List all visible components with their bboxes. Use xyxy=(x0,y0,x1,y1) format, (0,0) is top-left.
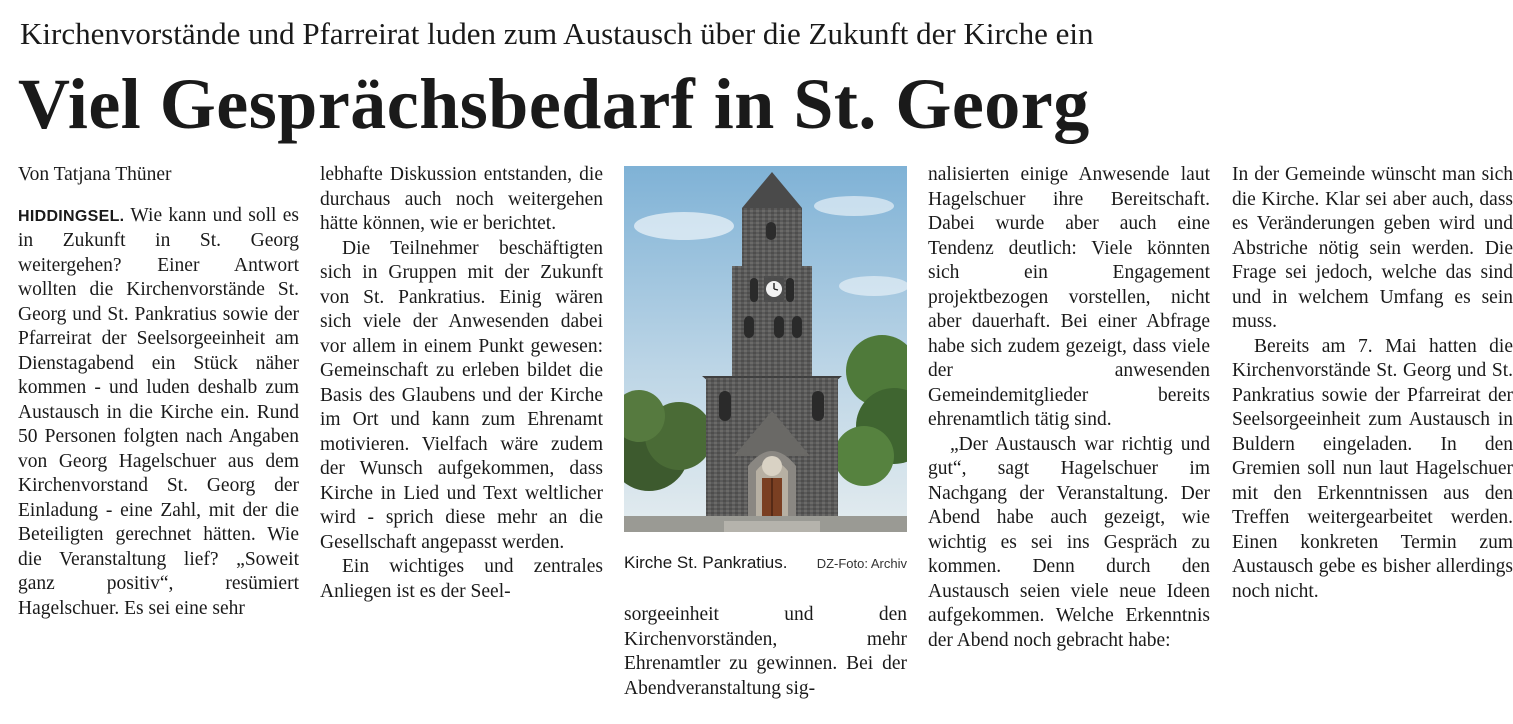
column-1 xyxy=(18,163,299,621)
headline: Viel Gesprächsbedarf in St. Georg xyxy=(18,64,1090,144)
column-5 xyxy=(1232,163,1513,604)
paragraph-text: Wie kann und soll es in Zukunft in St. Georg weitergehen? Einer Antwort wollten die Kirchenvorstände St. Georg und St. Pankratius sowie der Pfarreirat der Seelsorgeeinheit am Dienstagabend ein Stück näher kommen - und luden deshalb zum Austausch in die Kirche ein. Rund 50 Personen folgten nach Angaben von Georg Hagelschuer aus dem Kirchenvorstand St. Georg der Einladung - eine Zahl, mit der die Beteiligten gerechnet hätten. Wie die Veranstaltung lief? „Soweit ganz positiv“, resümiert Hagelschuer. Es sei eine sehr xyxy=(18,204,299,619)
caption-text: Kirche St. Pankratius. xyxy=(624,553,788,572)
church-photo xyxy=(624,166,907,532)
byline: Von Tatjana Thüner xyxy=(18,164,172,185)
paragraph: „Der Austausch war richtig und gut“, sagt Hagelschuer im Nachgang der Veranstaltung. Der Abend habe auch gezeigt, wie wichtig es sei ins Gespräch zu kommen. Denn durch den Austausch seien viele neue Ideen aufgekommen. Welche Erkenntnis der Abend noch gebracht habe: xyxy=(928,433,1210,651)
paragraph: Die Teilnehmer beschäftigten sich in Gruppen mit der Zukunft von St. Pankratius. Einig wären sich viele der Anwesenden dabei vor allem in einem Punkt gewesen: Gemeinschaft zu erleben bildet die Basis des Glaubens und der Kirche im Ort und kann zum Ehrenamt motivieren. Vielfach wäre zudem der Wunsch aufgekommen, dass Kirche in Lied und Text weltlicher wird - sprich diese mehr an die Gesellschaft angepasst werden. xyxy=(320,237,603,553)
dateline: HIDDINGSEL. xyxy=(18,207,125,225)
paragraph: sorgeeinheit und den Kirchenvorständen, mehr Ehrenamtler zu gewinnen. Bei der Abendveranstaltung sig- xyxy=(624,604,907,699)
column-2 xyxy=(320,163,603,604)
paragraph: nalisierten einige Anwesende laut Hagelschuer ihre Bereitschaft. Dabei wurde aber auch eine Tendenz deutlich: Viele könnten sich ein Engagement projektbezogen vorstellen, nicht aber dauerhaft. Bei einer Abfrage habe sich zudem gezeigt, dass viele der anwesenden Gemeindemitglieder bereits ehrenamtlich tätig sind. xyxy=(928,164,1210,430)
paragraph: Bereits am 7. Mai hatten die Kirchenvorstände St. Georg und St. Pankratius sowie der Pfarreirat der Seelsorgeeinheit zum Austausch in Buldern eingeladen. In den Gremien soll nun laut Hagelschuer mit den Erkenntnissen aus den Treffen weitergearbeitet werden. Einen konkreten Termin zum Austausch gebe es bisher allerdings noch nicht. xyxy=(1232,335,1513,602)
clock-icon xyxy=(764,276,784,302)
column-3 xyxy=(624,603,907,701)
photo-caption xyxy=(624,552,907,574)
paragraph: In der Gemeinde wünscht man sich die Kirche. Klar sei aber auch, dass es Veränderungen geben wird und Abstriche nötig sein werden. Die Frage sei jedoch, welche das sind und in welchem Umfang es sein muss. xyxy=(1232,164,1513,332)
kicker: Kirchenvorstände und Pfarreirat luden zum Austausch über die Zukunft der Kirche ein xyxy=(20,16,1094,51)
paragraph: lebhafte Diskussion entstanden, die durchaus auch noch weitergehen hätte können, wie er berichtet. xyxy=(320,164,603,234)
photo-credit: DZ-Foto: Archiv xyxy=(816,556,907,571)
paragraph: Ein wichtiges und zentrales Anliegen ist es der Seel- xyxy=(320,556,603,602)
paragraph xyxy=(18,204,299,622)
column-4 xyxy=(928,163,1210,653)
